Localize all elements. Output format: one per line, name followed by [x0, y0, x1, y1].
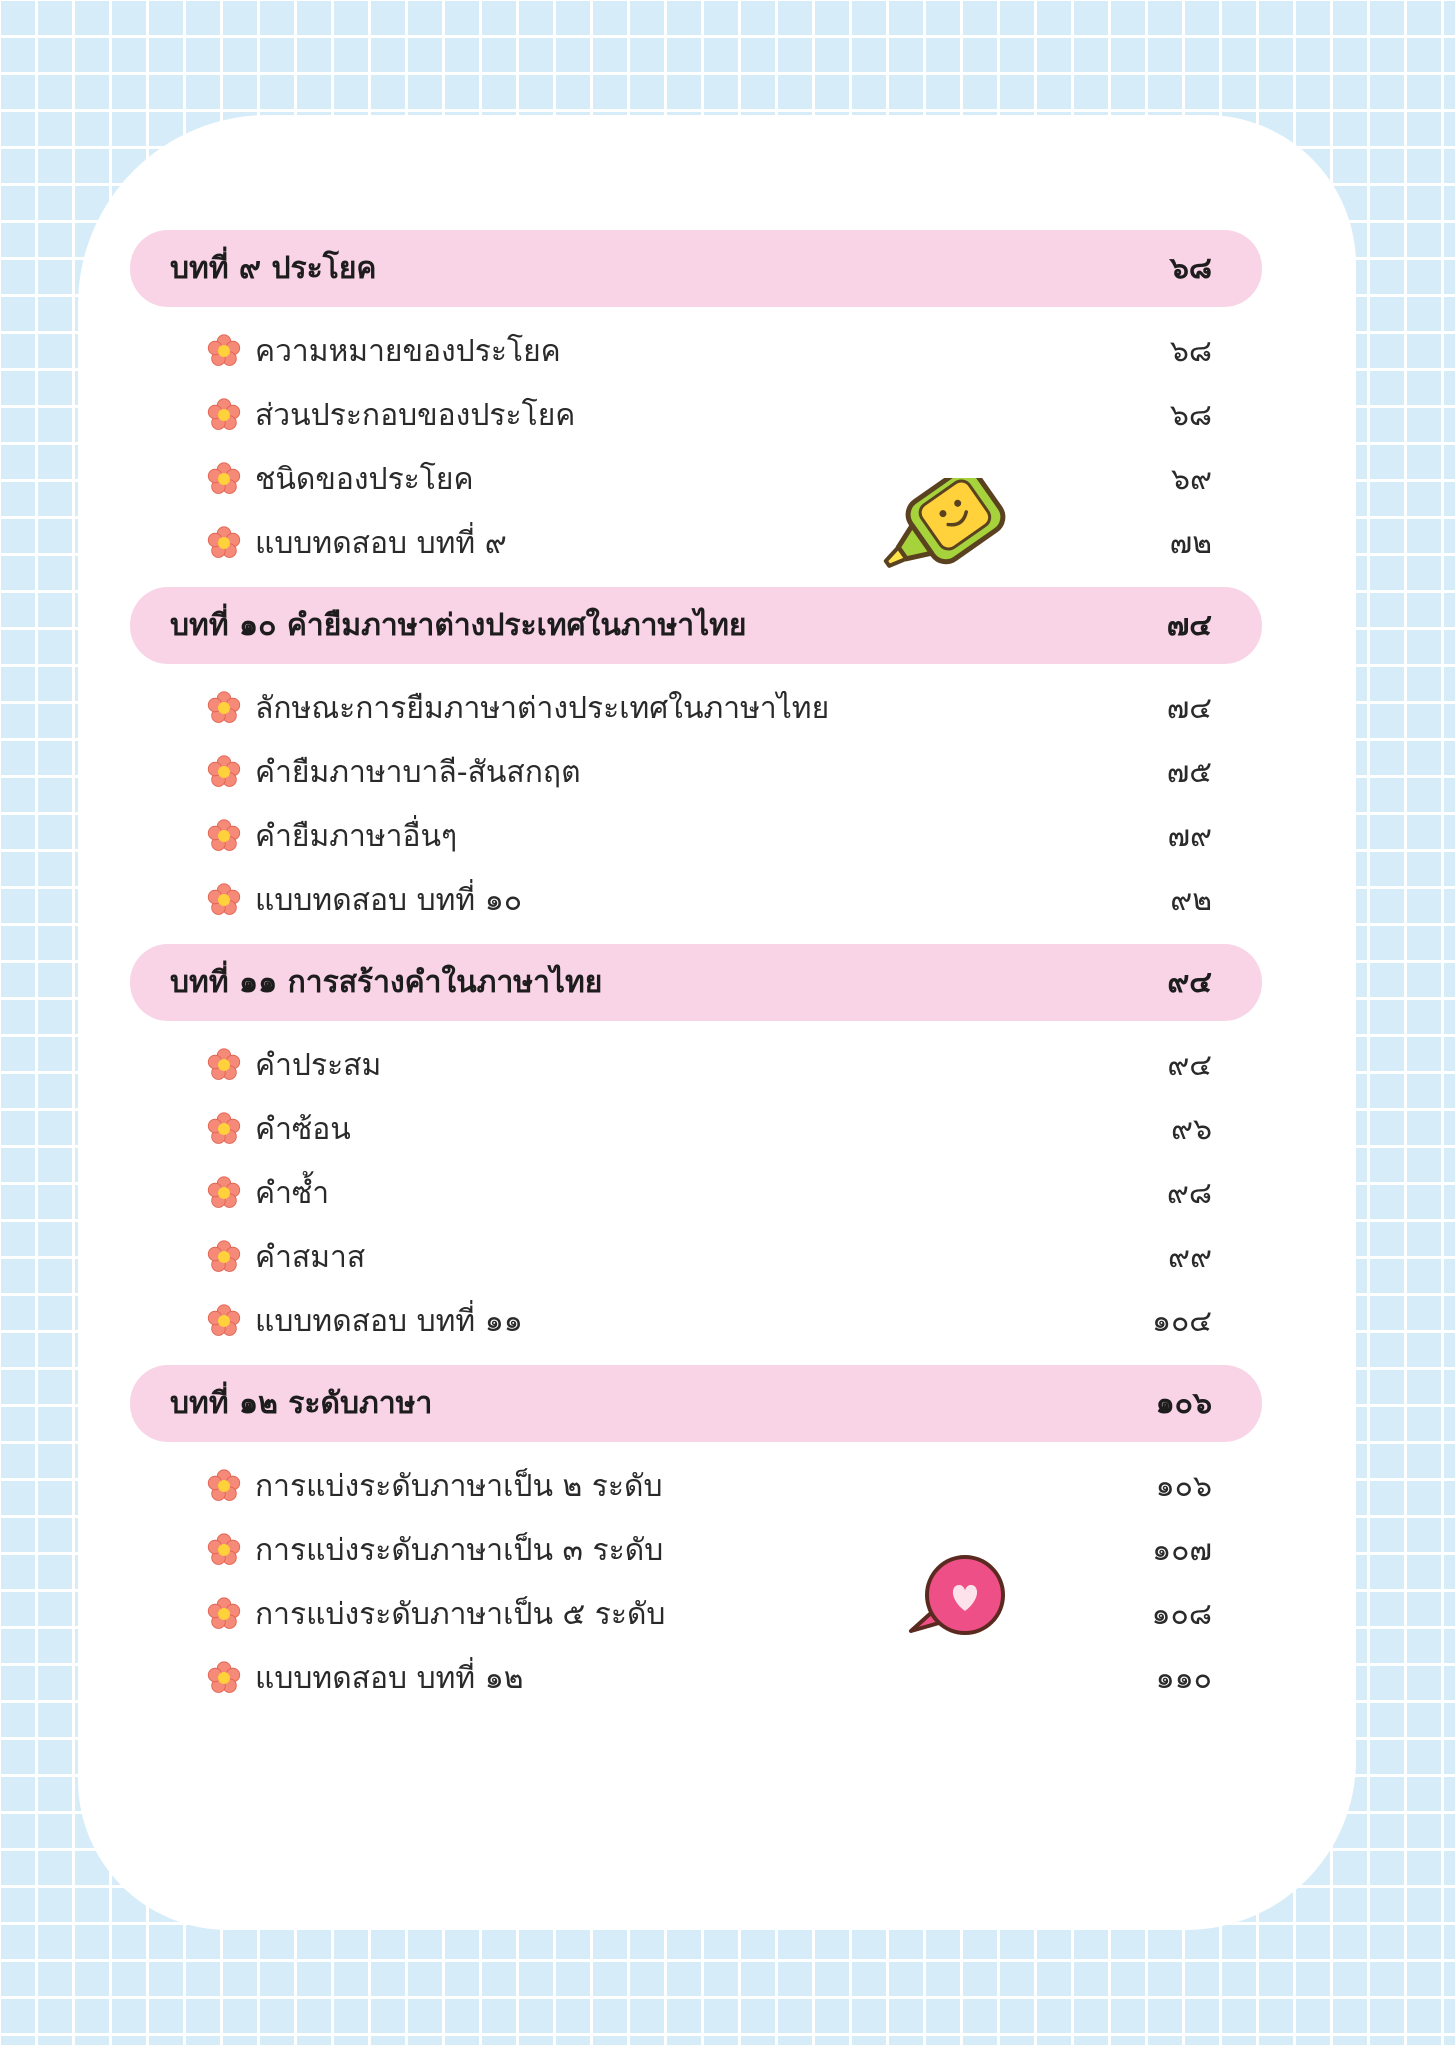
chapter-items-11 [130, 1021, 1262, 1365]
toc-item-page: ๑๐๔ [1151, 1303, 1212, 1339]
toc-item-page: ๙๒ [1170, 882, 1212, 918]
flower-icon [207, 883, 241, 917]
chapter-header-9[interactable] [130, 230, 1262, 307]
chapter-page: ๖๘ [1169, 251, 1212, 286]
toc-item-page: ๗๔ [1166, 690, 1212, 726]
toc-item-title: แบบทดสอบ บทที่ ๑๐ [255, 882, 523, 918]
toc-item-page: ๗๕ [1166, 754, 1212, 790]
chapter-title: บทที่ ๑๑ การสร้างคำในภาษาไทย [170, 965, 603, 1000]
chapter-title: บทที่ ๙ ประโยค [170, 251, 377, 286]
toc-item-page: ๙๙ [1168, 1239, 1212, 1275]
toc-item-page: ๗๒ [1169, 525, 1212, 561]
flower-icon [207, 1533, 241, 1567]
toc-item-title: แบบทดสอบ บทที่ ๑๒ [255, 1660, 524, 1696]
toc-item-page: ๑๐๖ [1155, 1468, 1212, 1504]
chapter-title: บทที่ ๑๐ คำยืมภาษาต่างประเทศในภาษาไทย [170, 608, 747, 643]
flower-icon [207, 819, 241, 853]
toc-item[interactable] [130, 1582, 1262, 1646]
toc-item-title: การแบ่งระดับภาษาเป็น ๕ ระดับ [255, 1596, 666, 1632]
toc-item-title: คำยืมภาษาอื่นๆ [255, 818, 458, 854]
chapter-header-10[interactable] [130, 587, 1262, 664]
flower-icon [207, 398, 241, 432]
heart-bubble-icon [905, 1553, 1020, 1641]
flower-icon [207, 462, 241, 496]
toc-item[interactable] [130, 1454, 1262, 1518]
toc-item[interactable] [130, 319, 1262, 383]
toc-item[interactable] [130, 676, 1262, 740]
toc-item-title: คำซ้ำ [255, 1175, 330, 1211]
toc-item[interactable] [130, 1097, 1262, 1161]
toc-item-title: แบบทดสอบ บทที่ ๑๑ [255, 1303, 523, 1339]
toc-item[interactable] [130, 1225, 1262, 1289]
toc-item[interactable] [130, 740, 1262, 804]
chapter-items-10 [130, 664, 1262, 944]
chapter-items-9 [130, 307, 1262, 587]
chapter-items-12 [130, 1442, 1262, 1722]
chapter-header-11[interactable] [130, 944, 1262, 1021]
chapter-title: บทที่ ๑๒ ระดับภาษา [170, 1386, 433, 1421]
toc-item[interactable] [130, 383, 1262, 447]
flower-icon [207, 1240, 241, 1274]
toc-item-page: ๖๘ [1169, 397, 1212, 433]
toc-item-title: การแบ่งระดับภาษาเป็น ๓ ระดับ [255, 1532, 664, 1568]
flower-icon [207, 1048, 241, 1082]
toc-item-page: ๗๙ [1167, 818, 1212, 854]
highlighter-icon [880, 478, 1030, 608]
toc-item-title: แบบทดสอบ บทที่ ๙ [255, 525, 507, 561]
toc-item-page: ๖๙ [1170, 461, 1212, 497]
toc-item-title: คำสมาส [255, 1239, 366, 1275]
toc-item-title: ลักษณะการยืมภาษาต่างประเทศในภาษาไทย [255, 690, 830, 726]
flower-icon [207, 691, 241, 725]
toc-item[interactable] [130, 1518, 1262, 1582]
toc-item-page: ๑๐๘ [1151, 1596, 1212, 1632]
toc-item-page: ๙๔ [1167, 1047, 1212, 1083]
toc-item-title: คำยืมภาษาบาลี-สันสกฤต [255, 754, 581, 790]
flower-icon [207, 755, 241, 789]
toc-item[interactable] [130, 511, 1262, 575]
chapter-page: ๑๐๖ [1155, 1386, 1212, 1421]
toc-item-page: ๑๐๗ [1152, 1532, 1212, 1568]
toc-item[interactable] [130, 1033, 1262, 1097]
toc-item-title: ส่วนประกอบของประโยค [255, 397, 576, 433]
toc-item[interactable] [130, 1161, 1262, 1225]
toc-item[interactable] [130, 1289, 1262, 1353]
toc-item[interactable] [130, 447, 1262, 511]
chapter-page: ๗๔ [1166, 608, 1212, 643]
toc-item[interactable] [130, 868, 1262, 932]
chapter-header-12[interactable] [130, 1365, 1262, 1442]
toc-item[interactable] [130, 1646, 1262, 1710]
toc-item-title: ความหมายของประโยค [255, 333, 561, 369]
flower-icon [207, 1661, 241, 1695]
toc-item-title: การแบ่งระดับภาษาเป็น ๒ ระดับ [255, 1468, 663, 1504]
toc-item-title: คำประสม [255, 1047, 382, 1083]
flower-icon [207, 334, 241, 368]
toc-item-page: ๑๑๐ [1155, 1660, 1212, 1696]
toc-item[interactable] [130, 804, 1262, 868]
toc-item-title: คำซ้อน [255, 1111, 351, 1147]
flower-icon [207, 1597, 241, 1631]
flower-icon [207, 1304, 241, 1338]
chapter-page: ๙๔ [1167, 965, 1212, 1000]
flower-icon [207, 1176, 241, 1210]
toc-item-page: ๖๘ [1169, 333, 1212, 369]
table-of-contents [130, 230, 1262, 1722]
flower-icon [207, 1112, 241, 1146]
flower-icon [207, 1469, 241, 1503]
toc-item-title: ชนิดของประโยค [255, 461, 474, 497]
toc-item-page: ๙๘ [1166, 1175, 1212, 1211]
flower-icon [207, 526, 241, 560]
toc-item-page: ๙๖ [1170, 1111, 1212, 1147]
